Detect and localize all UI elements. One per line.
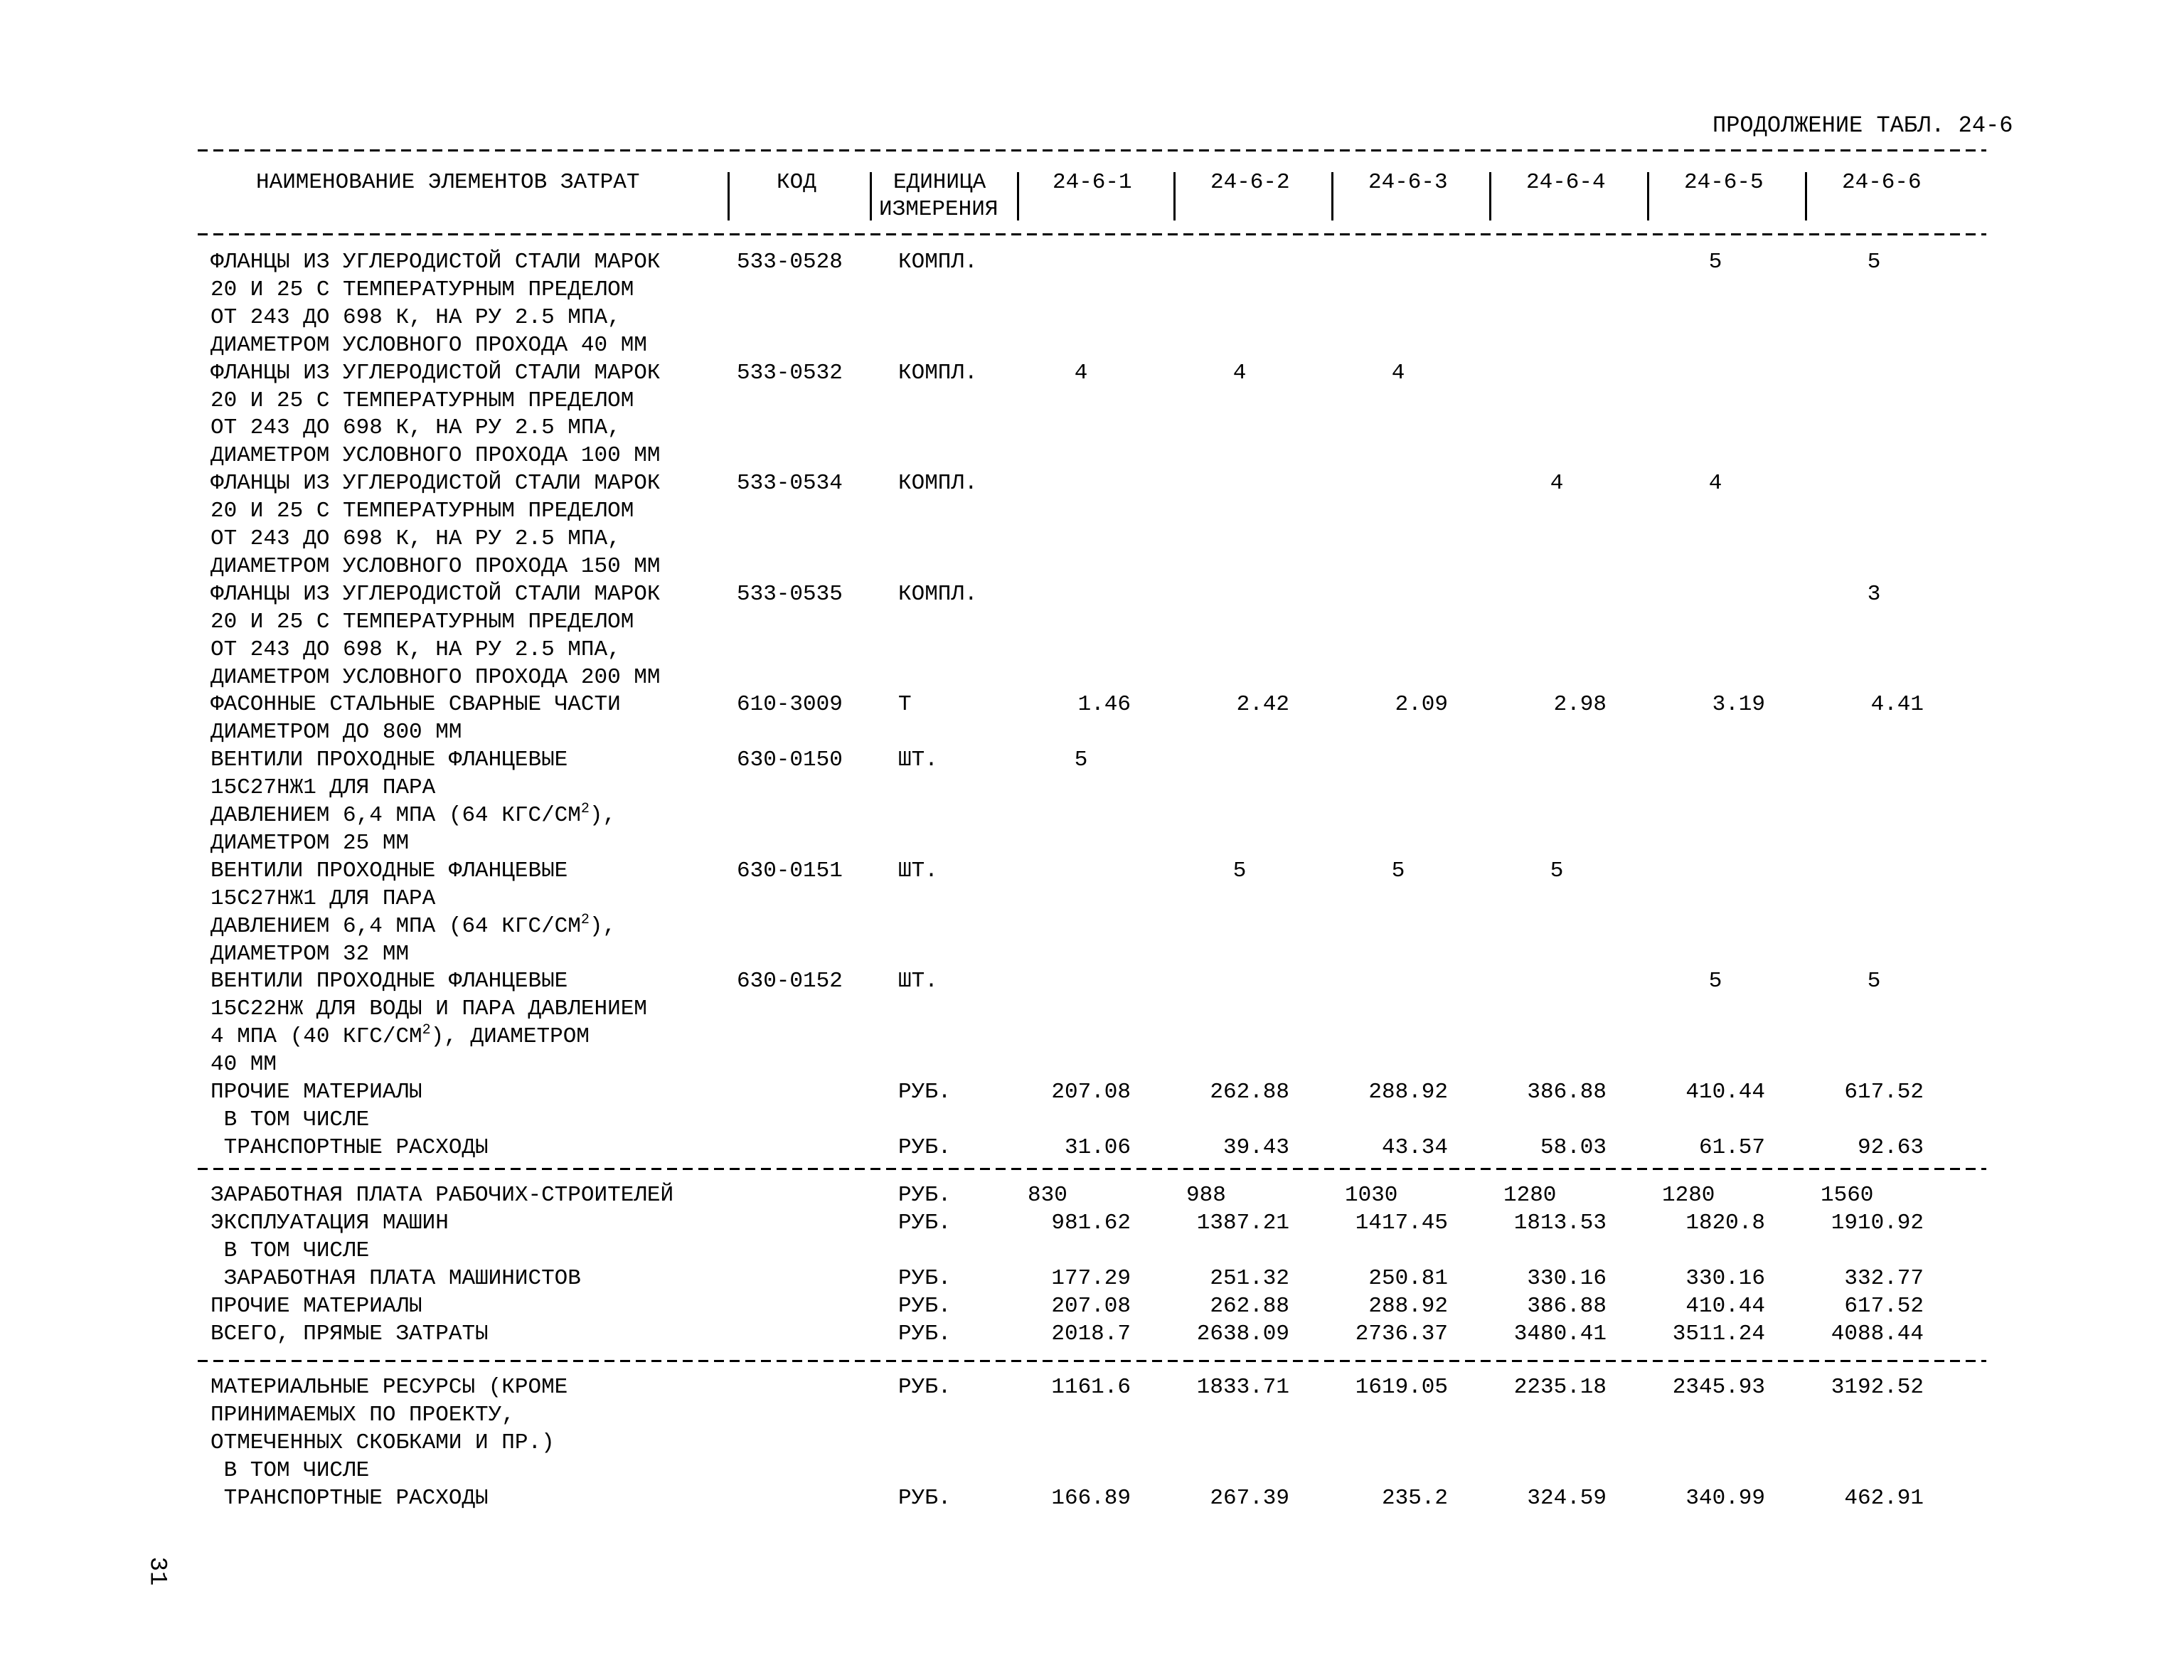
row-value: 2345.93 [1672,1375,1765,1400]
row-value: 177.29 [1051,1265,1131,1291]
row-value: 332.77 [1844,1265,1924,1291]
row-name-line: ОТ 243 ДО 698 К, НА РУ 2.5 МПА, [211,304,621,330]
row-value: 330.16 [1527,1265,1607,1291]
row-value: 1833.71 [1196,1375,1289,1400]
row-name-line: В ТОМ ЧИСЛЕ [211,1457,370,1483]
row-name-line: 40 ММ [211,1052,277,1078]
row-name-line: МАТЕРИАЛЬНЫЕ РЕСУРСЫ (КРОМЕ [211,1375,568,1400]
row-name-line: 4 МПА (40 КГС/$СМ^2$), ДИАМЕТРОМ [211,1022,590,1050]
header-unit-line2: ИЗМЕРЕНИЯ [879,197,998,222]
header-top-rule [198,149,1986,151]
row-value: 386.88 [1527,1293,1607,1319]
header-name: НАИМЕНОВАНИЕ ЭЛЕМЕНТОВ ЗАТРАТ [256,170,640,195]
continuation-title: ПРОДОЛЖЕНИЕ ТАБЛ. 24-6 [1712,112,2013,139]
row-value: 1560 [1821,1183,1874,1208]
row-value: 288.92 [1368,1080,1448,1105]
row-name-line: 20 И 25 С ТЕМПЕРАТУРНЫМ ПРЕДЕЛОМ [211,609,634,634]
row-name-line: ОТ 243 ДО 698 К, НА РУ 2.5 МПА, [211,526,621,551]
row-name-line: ДИАМЕТРОМ УСЛОВНОГО ПРОХОДА 200 ММ [211,664,661,690]
row-unit: РУБ. [898,1134,952,1160]
row-name-line: ЭКСПЛУАТАЦИЯ МАШИН [211,1210,449,1235]
row-unit: РУБ. [898,1265,952,1291]
row-name-line: ВСЕГО, ПРЯМЫЕ ЗАТРАТЫ [211,1321,489,1346]
header-col-24-6-5: 24-6-5 [1684,170,1764,195]
row-name-line: 20 И 25 С ТЕМПЕРАТУРНЫМ ПРЕДЕЛОМ [211,277,634,302]
row-value: 92.63 [1857,1134,1924,1160]
row-name-line: ОТ 243 ДО 698 К, НА РУ 2.5 МПА, [211,637,621,662]
row-value: 1813.53 [1513,1210,1607,1235]
header-divider [1489,172,1491,220]
row-value: 3.19 [1712,692,1765,718]
row-name-line: ЗАРАБОТНАЯ ПЛАТА РАБОЧИХ-СТРОИТЕЛЕЙ [211,1183,674,1208]
row-code: 533-0528 [737,250,843,275]
row-value: 4.41 [1870,692,1924,718]
row-value: 5 [1708,250,1722,275]
row-value: 2736.37 [1355,1321,1448,1346]
row-unit: РУБ. [898,1293,952,1319]
row-code: 610-3009 [737,692,843,718]
row-value: 1820.8 [1685,1210,1765,1235]
row-value: 1030 [1345,1183,1398,1208]
row-value: 1280 [1662,1183,1715,1208]
row-name-line: ОТ 243 ДО 698 К, НА РУ 2.5 МПА, [211,415,621,441]
row-value: 262.88 [1210,1080,1289,1105]
header-code: КОД [777,170,816,195]
row-value: 988 [1186,1183,1226,1208]
row-value: 4 [1232,360,1247,386]
header-col-24-6-4: 24-6-4 [1526,170,1606,195]
row-value: 207.08 [1051,1293,1131,1319]
row-name-line: ФЛАНЦЫ ИЗ УГЛЕРОДИСТОЙ СТАЛИ МАРОК [211,360,661,386]
header-unit-line1: ЕДИНИЦА [893,170,986,195]
row-unit: ШТ. [898,969,938,994]
row-value: 2.09 [1395,692,1448,718]
row-value: 1619.05 [1355,1375,1448,1400]
section-rule-resources [198,1360,1986,1362]
row-value: 830 [1028,1183,1067,1208]
header-divider [1017,172,1019,220]
row-name-line: ФЛАНЦЫ ИЗ УГЛЕРОДИСТОЙ СТАЛИ МАРОК [211,250,661,275]
row-code: 630-0152 [737,969,843,994]
row-value: 3 [1867,581,1881,607]
row-value: 2638.09 [1196,1321,1289,1346]
row-value: 5 [1708,969,1722,994]
row-value: 2.98 [1553,692,1607,718]
row-value: 981.62 [1051,1210,1131,1235]
row-unit: КОМПЛ. [898,360,978,386]
header-col-24-6-3: 24-6-3 [1368,170,1448,195]
header-divider [1805,172,1807,220]
header-col-24-6-2: 24-6-2 [1210,170,1290,195]
row-value: 5 [1867,969,1881,994]
row-value: 3192.52 [1831,1375,1924,1400]
row-name-line: 15С27НЖ1 ДЛЯ ПАРА [211,886,436,911]
row-unit: КОМПЛ. [898,471,978,496]
row-code: 630-0150 [737,748,843,773]
row-value: 5 [1074,748,1088,773]
row-name-line: ОТМЕЧЕННЫХ СКОБКАМИ И ПР.) [211,1430,555,1455]
row-unit: РУБ. [898,1183,952,1208]
row-value: 2235.18 [1513,1375,1607,1400]
row-unit: РУБ. [898,1080,952,1105]
row-name-line: ДИАМЕТРОМ УСЛОВНОГО ПРОХОДА 40 ММ [211,332,647,358]
row-name-line: ВЕНТИЛИ ПРОХОДНЫЕ ФЛАНЦЕВЫЕ [211,858,568,883]
header-col-24-6-6: 24-6-6 [1842,170,1922,195]
row-unit: ШТ. [898,748,938,773]
row-value: 410.44 [1685,1293,1765,1319]
header-col-24-6-1: 24-6-1 [1053,170,1132,195]
row-value: 4 [1708,471,1722,496]
row-name-line: 20 И 25 С ТЕМПЕРАТУРНЫМ ПРЕДЕЛОМ [211,388,634,413]
row-name-line: В ТОМ ЧИСЛЕ [211,1238,370,1263]
header-divider [1173,172,1176,220]
row-value: 207.08 [1051,1080,1131,1105]
row-name-line: ДИАМЕТРОМ 25 ММ [211,830,410,856]
row-unit: КОМПЛ. [898,250,978,275]
row-value: 1161.6 [1051,1375,1131,1400]
row-unit: РУБ. [898,1210,952,1235]
row-value: 340.99 [1685,1485,1765,1511]
row-value: 324.59 [1527,1485,1607,1511]
row-code: 533-0534 [737,471,843,496]
row-code: 533-0535 [737,581,843,607]
row-name-line: 20 И 25 С ТЕМПЕРАТУРНЫМ ПРЕДЕЛОМ [211,499,634,524]
row-value: 1280 [1503,1183,1557,1208]
row-name-line: 15С27НЖ1 ДЛЯ ПАРА [211,775,436,801]
row-value: 58.03 [1540,1134,1607,1160]
row-unit: ШТ. [898,858,938,883]
row-value: 43.34 [1381,1134,1448,1160]
row-value: 235.2 [1381,1485,1448,1511]
row-name-line: ФАСОННЫЕ СТАЛЬНЫЕ СВАРНЫЕ ЧАСТИ [211,692,621,718]
row-name-line: В ТОМ ЧИСЛЕ [211,1107,370,1132]
row-value: 4 [1391,360,1405,386]
row-value: 5 [1550,858,1564,883]
row-name-line: ДИАМЕТРОМ 32 ММ [211,941,410,967]
row-unit: РУБ. [898,1485,952,1511]
row-name-line: ДАВЛЕНИЕМ 6,4 МПА (64 КГС/$СМ^2$), [211,911,617,939]
row-name-line: ПРОЧИЕ МАТЕРИАЛЫ [211,1293,422,1319]
row-value: 166.89 [1051,1485,1131,1511]
row-name-line: ДИАМЕТРОМ УСЛОВНОГО ПРОХОДА 100 ММ [211,443,661,469]
row-value: 2018.7 [1051,1321,1131,1346]
row-value: 462.91 [1844,1485,1924,1511]
row-value: 4 [1074,360,1088,386]
row-value: 267.39 [1210,1485,1289,1511]
row-value: 39.43 [1222,1134,1289,1160]
row-code: 630-0151 [737,858,843,883]
row-value: 4088.44 [1831,1321,1924,1346]
header-bottom-rule [198,233,1986,235]
row-value: 330.16 [1685,1265,1765,1291]
row-value: 410.44 [1685,1080,1765,1105]
row-value: 1387.21 [1196,1210,1289,1235]
row-value: 1.46 [1077,692,1131,718]
row-value: 251.32 [1210,1265,1289,1291]
row-name-line: ДИАМЕТРОМ УСЛОВНОГО ПРОХОДА 150 ММ [211,553,661,579]
row-value: 4 [1550,471,1564,496]
row-name-line: ПРИНИМАЕМЫХ ПО ПРОЕКТУ, [211,1402,515,1428]
row-name-line: ТРАНСПОРТНЫЕ РАСХОДЫ [211,1485,489,1511]
row-name-line: ДАВЛЕНИЕМ 6,4 МПА (64 КГС/$СМ^2$), [211,801,617,828]
row-name-line: 15С22НЖ ДЛЯ ВОДЫ И ПАРА ДАВЛЕНИЕМ [211,996,647,1022]
row-value: 5 [1391,858,1405,883]
header-divider [1331,172,1333,220]
row-value: 3511.24 [1672,1321,1765,1346]
row-unit: КОМПЛ. [898,581,978,607]
row-value: 1910.92 [1831,1210,1924,1235]
row-unit: РУБ. [898,1321,952,1346]
section-rule-summary [198,1168,1986,1170]
page-number: 31 [143,1556,171,1586]
row-name-line: ДИАМЕТРОМ ДО 800 ММ [211,720,462,745]
header-divider [728,172,730,220]
row-name-line: ЗАРАБОТНАЯ ПЛАТА МАШИНИСТОВ [211,1265,581,1291]
row-name-line: ФЛАНЦЫ ИЗ УГЛЕРОДИСТОЙ СТАЛИ МАРОК [211,581,661,607]
row-value: 5 [1232,858,1247,883]
header-divider [870,172,872,220]
row-value: 3480.41 [1513,1321,1607,1346]
row-name-line: ФЛАНЦЫ ИЗ УГЛЕРОДИСТОЙ СТАЛИ МАРОК [211,471,661,496]
row-value: 617.52 [1844,1293,1924,1319]
row-value: 5 [1867,250,1881,275]
header-divider [1647,172,1649,220]
row-name-line: ВЕНТИЛИ ПРОХОДНЫЕ ФЛАНЦЕВЫЕ [211,969,568,994]
row-code: 533-0532 [737,360,843,386]
row-name-line: ПРОЧИЕ МАТЕРИАЛЫ [211,1080,422,1105]
row-name-line: ТРАНСПОРТНЫЕ РАСХОДЫ [211,1134,489,1160]
row-unit: РУБ. [898,1375,952,1400]
row-value: 61.57 [1698,1134,1765,1160]
row-value: 31.06 [1064,1134,1131,1160]
row-value: 250.81 [1368,1265,1448,1291]
row-name-line: ВЕНТИЛИ ПРОХОДНЫЕ ФЛАНЦЕВЫЕ [211,748,568,773]
row-value: 288.92 [1368,1293,1448,1319]
row-value: 1417.45 [1355,1210,1448,1235]
row-value: 617.52 [1844,1080,1924,1105]
row-value: 262.88 [1210,1293,1289,1319]
row-unit: Т [898,692,912,718]
row-value: 2.42 [1236,692,1289,718]
row-value: 386.88 [1527,1080,1607,1105]
